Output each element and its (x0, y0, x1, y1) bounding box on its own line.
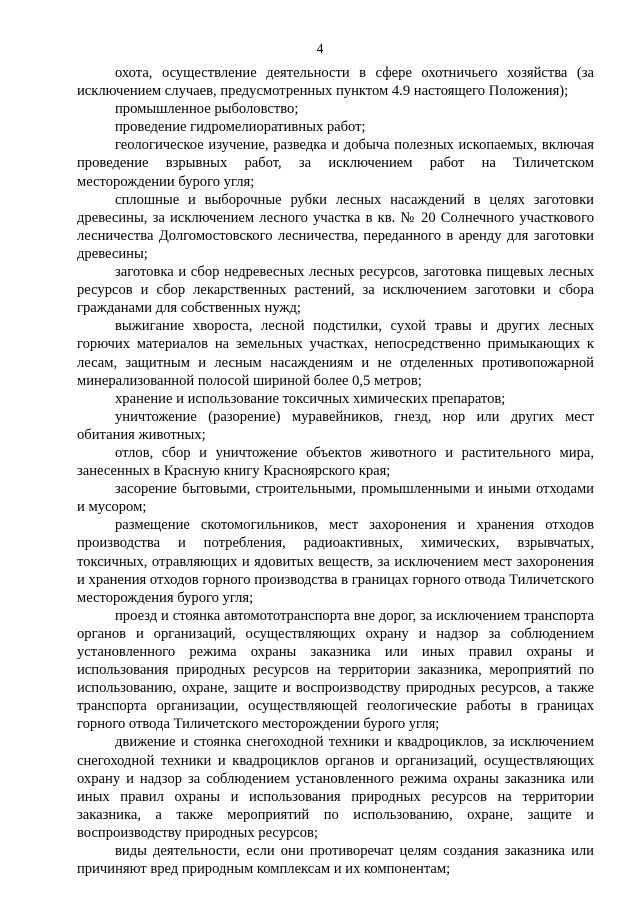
list-item: движение и стоянка снегоходной техники и квадроциклов, за исключением снегоходной техники и квадроциклов органов и организаций, осуществляющих охрану и надзор за соблюдением установленного режима охраны заказника или иных правил охраны и использования природных ресурсов на территории заказника, а также мероприятий по использованию, охране, защите и воспроизводству природных ресурсов; (77, 734, 594, 841)
document-body (77, 64, 594, 878)
list-item: виды деятельности, если они противоречат целям создания заказника или причиняют вред природным комплексам и их компонентам; (77, 843, 594, 878)
list-item: проезд и стоянка автомототранспорта вне дорог, за исключением транспорта органов и организаций, осуществляющих охрану и надзор за соблюдением установленного режима охраны заказника или иных правил охраны и использования природных ресурсов на территории заказника, мероприятий по использованию, охране, защите и воспроизводству природных ресурсов, а также транспорта организации, осуществляющей геологические работы в границах горного отвода Тиличетского месторождении бурого угля; (77, 607, 594, 733)
list-item: промышленное рыболовство; (115, 101, 299, 118)
list-item: заготовка и сбор недревесных лесных ресурсов, заготовка пищевых лесных ресурсов и сбор лекарственных растений, за исключением заготовки и сбора гражданами для собственных нужд; (77, 264, 594, 317)
page-number: 4 (316, 42, 324, 57)
list-item: хранение и использование токсичных химических препаратов; (115, 390, 506, 407)
list-item: отлов, сбор и уничтожение объектов животного и растительного мира, занесенных в Красную книгу Красноярского края; (77, 444, 594, 480)
list-item: уничтожение (разорение) муравейников, гнезд, нор или других мест обитания животных; (77, 408, 594, 443)
list-item: засорение бытовыми, строительными, промышленными и иными отходами и мусором; (77, 481, 594, 516)
list-item: сплошные и выборочные рубки лесных насаждений в целях заготовки древесины, за исключением лесного участка в кв. № 20 Солнечного участкового лесничества Долгомостовского лесничества, переданного в аренду для заготовки древесины; (77, 191, 594, 262)
list-item: геологическое изучение, разведка и добыча полезных ископаемых, включая проведение взрывных работ, за исключением работ на Тиличетском месторождении бурого угля; (77, 137, 594, 190)
list-item: выжигание хвороста, лесной подстилки, сухой травы и других лесных горючих материалов на земельных участках, непосредственно примыкающих к лесам, защитным и лесным насаждениям и не отделенных противопожарной минерализованной полосой шириной более 0,5 метров; (77, 318, 594, 389)
list-item: охота, осуществление деятельности в сфере охотничьего хозяйства (за исключением случаев, предусмотренных пунктом 4.9 настоящего Положения); (77, 65, 594, 100)
list-item: проведение гидромелиоративных работ; (115, 119, 366, 136)
list-item: размещение скотомогильников, мест захоронения и хранения отходов производства и потребления, радиоактивных, химических, взрывчатых, токсичных, отравляющих и ядовитых веществ, за исключением мест захоронения и хранения отходов горного производства в границах горного отвода Тиличетского месторождения бурого угля; (77, 517, 594, 606)
